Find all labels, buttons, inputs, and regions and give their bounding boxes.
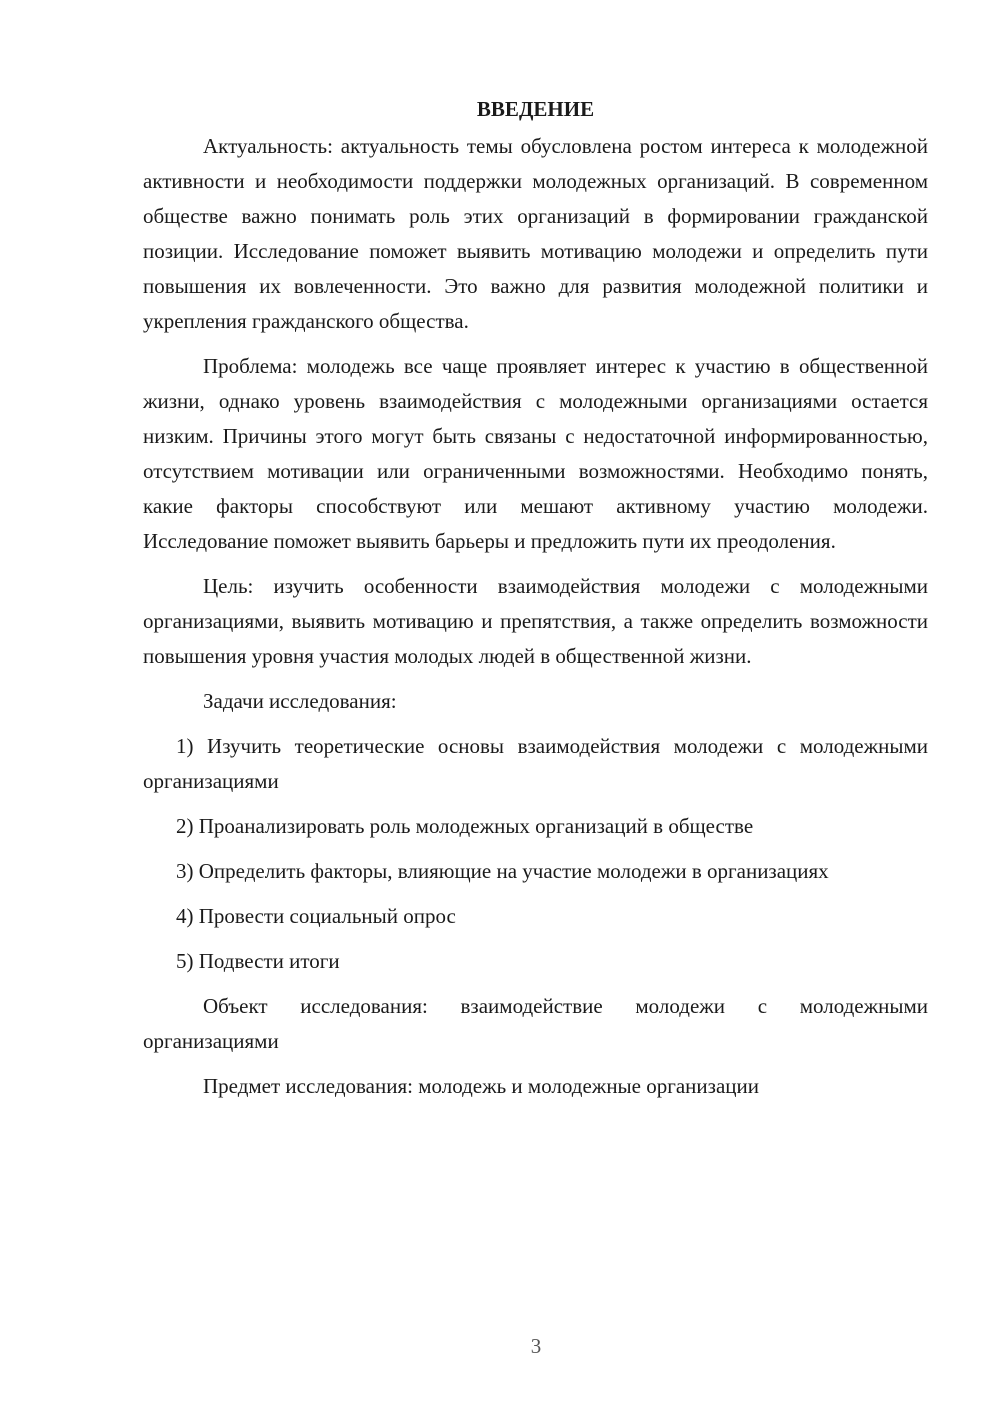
- object-paragraph: Объект исследования: взаимодействие молодежи с молодежными организациями: [143, 994, 928, 1053]
- tasks-list: [143, 729, 928, 979]
- page-title: ВВЕДЕНИЕ: [476, 97, 595, 121]
- relevance-paragraph: Актуальность: актуальность темы обусловлена ростом интереса к молодежной активности и необходимости поддержки молодежных организаций. В современном обществе важно понимать роль этих организаций в формировании гражданской позиции. Исследование поможет выявить мотивацию молодежи и определить пути повышения их вовлеченности. Это важно для развития молодежной политики и укрепления гражданского общества.: [143, 134, 928, 333]
- task-item: 1) Изучить теоретические основы взаимодействия молодежи с молодежными организациями: [143, 734, 928, 793]
- subject-paragraph: Предмет исследования: молодежь и молодежные организации: [203, 1074, 759, 1098]
- page-number: 3: [530, 1334, 542, 1358]
- goal-paragraph: Цель: изучить особенности взаимодействия молодежи с молодежными организациями, выявить мотивацию и препятствия, а также определить возможности повышения уровня участия молодых людей в общественной жизни.: [143, 574, 928, 668]
- tasks-heading: Задачи исследования:: [203, 689, 397, 713]
- problem-paragraph: Проблема: молодежь все чаще проявляет интерес к участию в общественной жизни, однако уровень взаимодействия с молодежными организациями остается низким. Причины этого могут быть связаны с недостаточной информированностью, отсутствием мотивации или ограниченными возможностями. Необходимо понять, какие факторы способствуют или мешают активному участию молодежи. Исследование поможет выявить барьеры и предложить пути их преодоления.: [143, 354, 928, 553]
- task-item: 3) Определить факторы, влияющие на участие молодежи в организациях: [176, 859, 829, 883]
- task-item: 5) Подвести итоги: [176, 949, 340, 973]
- task-item: 2) Проанализировать роль молодежных организаций в обществе: [176, 814, 754, 838]
- document-page: [143, 92, 928, 1114]
- task-item: 4) Провести социальный опрос: [176, 904, 456, 928]
